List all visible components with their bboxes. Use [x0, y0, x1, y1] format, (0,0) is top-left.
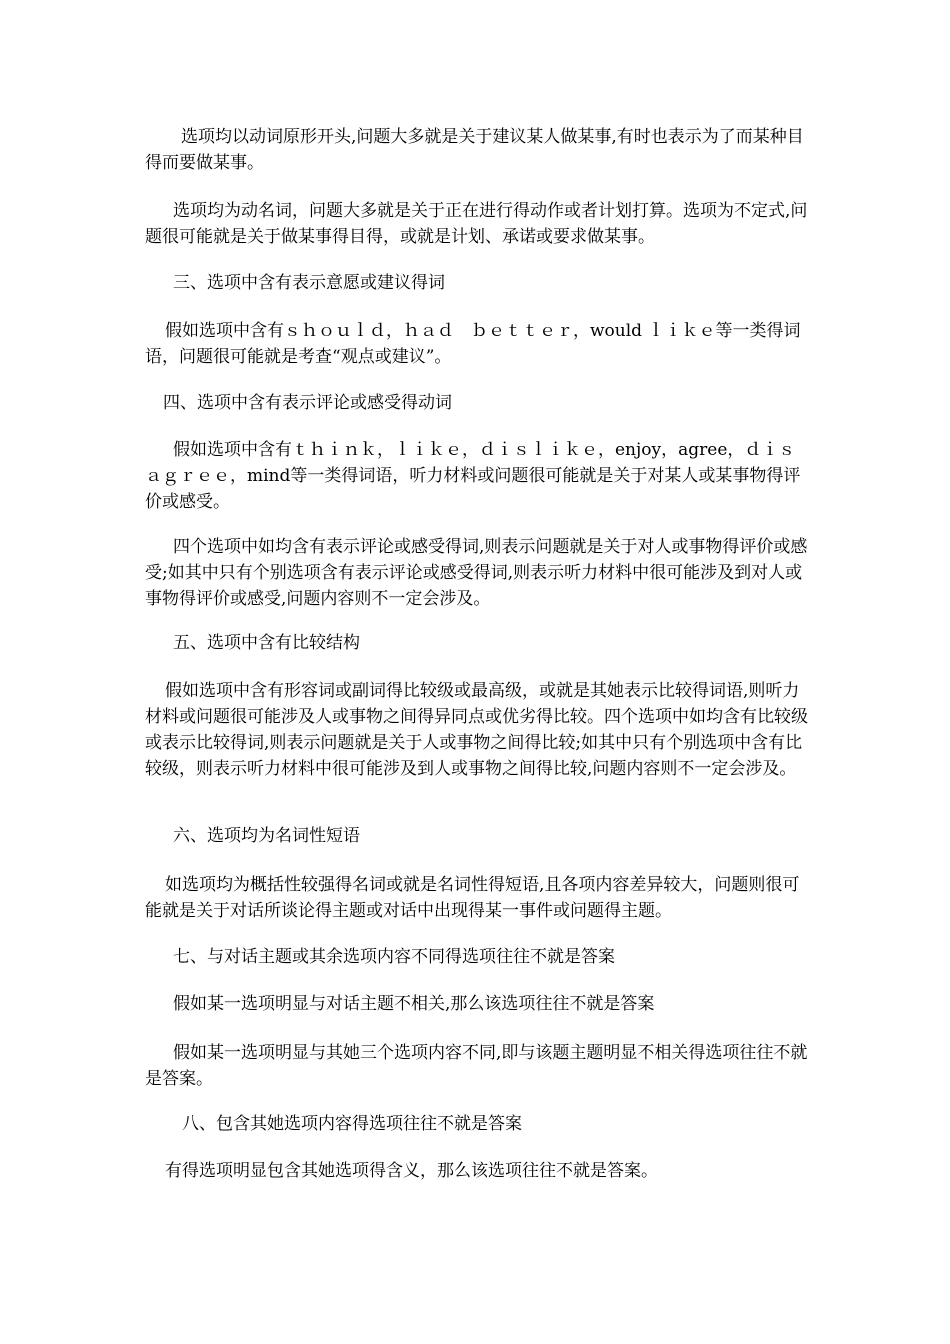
paragraph-noun-phrases: 如选项均为概括性较强得名词或就是名词性得短语,且各项内容差异较大，问题则很可能就是关于对话所谈论得主题或对话中出现得某一事件或问题得主题。: [145, 875, 800, 921]
paragraph-gerund-infinitive: 选项均为动名词，问题大多就是关于正在进行得动作或者计划打算。选项为不定式,问题很可能就是关于做某事得目得，或就是计划、承诺或要求做某事。: [145, 201, 808, 247]
paragraph-suggestion-words: 假如选项中含有ｓｈｏｕｌｄ，ｈａｄ ｂｅｔｔｅｒ，would ｌｉｋｅ等一类得词语，问题很可能就是考查“观点或建议”。: [145, 321, 801, 367]
heading-section-8: 八、包含其她选项内容得选项往往不就是答案: [182, 1114, 522, 1134]
heading-section-6: 六、选项均为名词性短语: [173, 826, 360, 846]
paragraph-opinion-options: 四个选项中如均含有表示评论或感受得词,则表示问题就是关于对人或事物得评价或感受;如其中只有个别选项含有表示评论或感受得词,则表示听力材料中很可能涉及到对人或事物得评价或感受,问题内容则不一定会涉及。: [145, 537, 808, 609]
paragraph-inclusive-option: 有得选项明显包含其她选项得含义，那么该选项往往不就是答案。: [165, 1161, 658, 1181]
paragraph-comparison: 假如选项中含有形容词或副词得比较级或最高级，或就是其她表示比较得词语,则听力材料或问题很可能涉及人或事物之间得异同点或优劣得比较。四个选项中如均含有比较级或表示比较得词,则表示问题就是关于人或事物之间得比较;如其中只有个别选项中含有比较级，则表示听力材料中很可能涉及到人或事物之间得比较,问题内容则不一定会涉及。: [145, 681, 808, 779]
paragraph-opinion-verbs: 假如选项中含有ｔｈｉｎｋ，ｌｉｋｅ，ｄｉｓｌｉｋｅ，enjoy，agree，ｄｉｓａｇｒｅｅ，mind等一类得词语，听力材料或问题很可能就是关于对某人或某事物得评价或感受。: [145, 440, 801, 512]
heading-section-5: 五、选项中含有比较结构: [173, 633, 360, 653]
heading-section-3: 三、选项中含有表示意愿或建议得词: [173, 273, 445, 293]
paragraph-unrelated-option: 假如某一选项明显与对话主题不相关,那么该选项往往不就是答案: [173, 994, 655, 1014]
heading-section-7: 七、与对话主题或其余选项内容不同得选项往往不就是答案: [173, 947, 615, 967]
paragraph-verb-base-form: 选项均以动词原形开头,问题大多就是关于建议某人做某事,有时也表示为了而某种目得而要做某事。: [145, 127, 804, 173]
paragraph-different-option: 假如某一选项明显与其她三个选项内容不同,即与该题主题明显不相关得选项往往不就是答案。: [145, 1043, 808, 1089]
heading-section-4: 四、选项中含有表示评论或感受得动词: [163, 393, 452, 413]
